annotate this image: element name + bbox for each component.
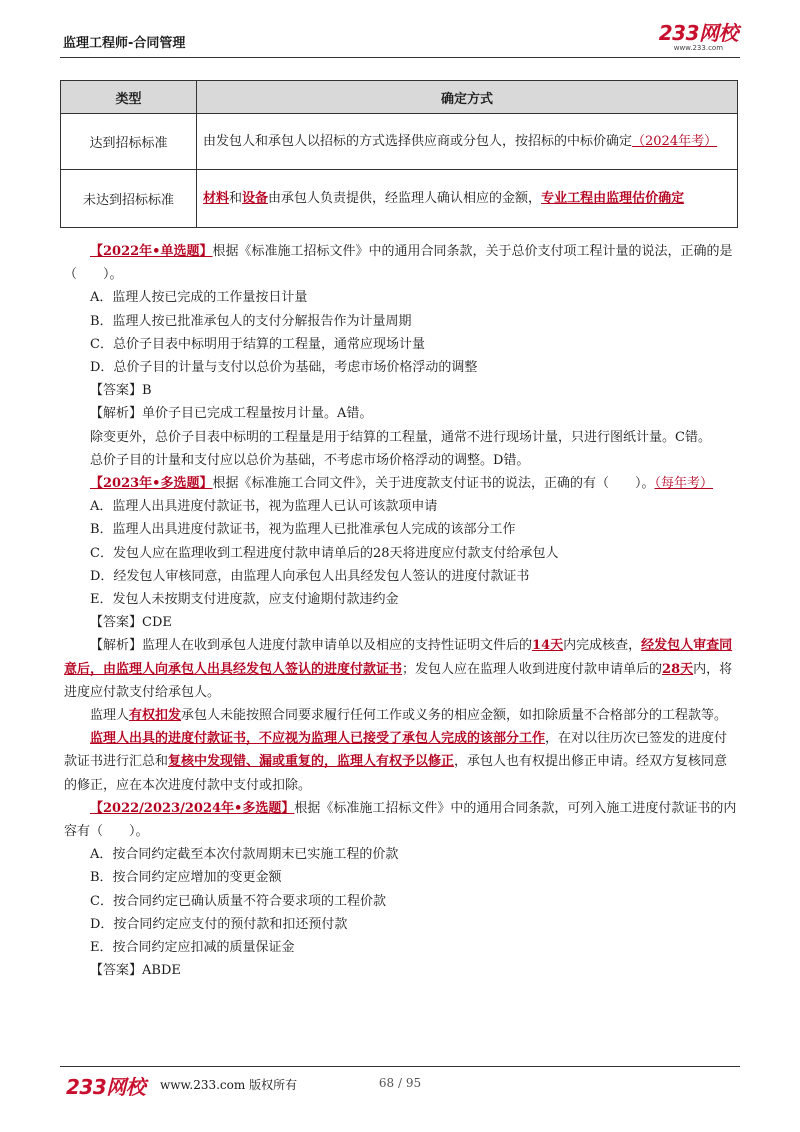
highlight-certificate: 经发包人审查同意后，由监理人向承包人出具经发包人签认的进度付款证书 bbox=[64, 638, 733, 677]
desc-text: 和 bbox=[229, 190, 243, 206]
logo-text: 233网校 bbox=[658, 21, 738, 45]
footer-logo: 233网校 bbox=[66, 1075, 146, 1099]
option-b: B．按合同约定应增加的变更金额 bbox=[90, 870, 282, 886]
analysis-paragraph: 总价子目的计量和支付应以总价为基础，不考虑市场价格浮动的调整。D错。 bbox=[90, 452, 530, 468]
option-c: C．发包人应在监理收到工程进度付款申请单后的28天将进度应付款支付给承包人 bbox=[90, 545, 559, 561]
desc-text: 由发包人和承包人以招标的方式选择供应商或分包人，按招标的中标价确定 bbox=[203, 133, 633, 149]
analysis-paragraph bbox=[64, 727, 740, 797]
analysis-text: 单价子目已完成工程量按月计量。A错。 bbox=[142, 406, 373, 422]
highlight-professional: 专业工程由监理估价确定 bbox=[541, 190, 685, 206]
comparison-table bbox=[60, 80, 738, 228]
question-stem bbox=[64, 797, 740, 843]
question-tag: 【2023年•多选题】 bbox=[90, 476, 213, 492]
stem-text: 根据《标准施工合同文件》，关于进度款支付证书的说法，正确的有（ ）。 bbox=[212, 476, 655, 492]
highlight-not-accepted: 监理人出具的进度付款证书，不应视为监理人已接受了承包人完成的该部分工作 bbox=[90, 731, 546, 747]
option-b: B．监理人按已批准承包人的支付分解报告作为计量周期 bbox=[90, 313, 412, 329]
analysis-label: 【解析】 bbox=[90, 638, 143, 654]
analysis-text: ，承包人也有权提出修正申请。经双方复核同意的修正，应在本次进度付款中支付或扣除。 bbox=[64, 754, 728, 793]
answer: 【答案】ABDE bbox=[90, 963, 181, 979]
answer: 【答案】B bbox=[90, 383, 152, 399]
logo-url: www.233.com bbox=[673, 44, 724, 52]
header-divider bbox=[60, 57, 740, 58]
analysis-text: 监理人在收到承包人进度付款申请单以及相应的支持性证明文件后的 bbox=[142, 638, 533, 654]
analysis-paragraph: 除变更外，总价子目表中标明的工程量是用于结算的工程量，通常不进行现场计量，只进行图纸计量。C错。 bbox=[90, 429, 711, 445]
option-b: B．监理人出具进度付款证书，视为监理人已批准承包人完成的该部分工作 bbox=[90, 522, 516, 538]
highlight-withhold: 有权扣发 bbox=[129, 708, 182, 724]
option-d: D．按合同约定应支付的预付款和扣还预付款 bbox=[90, 916, 348, 932]
option-c: C．按合同约定已确认质量不符合要求项的工程价款 bbox=[90, 893, 386, 909]
brand-logo bbox=[659, 22, 738, 52]
highlight-14days: 14天 bbox=[532, 638, 564, 654]
answer: 【答案】CDE bbox=[90, 615, 172, 631]
page-number: 68 / 95 bbox=[378, 1076, 422, 1090]
exam-frequency-note: （每年考） bbox=[654, 476, 714, 492]
footer-copyright: www.233.com 版权所有 bbox=[160, 1078, 298, 1092]
question-content bbox=[64, 240, 740, 983]
exam-year-note: （2024年考） bbox=[632, 133, 718, 149]
analysis bbox=[64, 402, 740, 425]
row-desc-cell bbox=[197, 170, 738, 228]
stem-text: 根据《标准施工招标文件》中的通用合同条款，关于总价支付项工程计量的说法，正确的是（ ）。 bbox=[64, 244, 733, 283]
table-row bbox=[61, 170, 738, 228]
table-header-row bbox=[61, 81, 738, 114]
analysis-paragraph bbox=[64, 704, 740, 727]
question-tag: 【2022/2023/2024年•多选题】 bbox=[90, 800, 295, 816]
question-tag: 【2022年•单选题】 bbox=[90, 244, 213, 259]
header-cell-type: 类型 bbox=[61, 81, 197, 114]
analysis bbox=[64, 634, 740, 704]
option-d: D．经发包人审核同意，由监理人向承包人出具经发包人签认的进度付款证书 bbox=[90, 568, 530, 584]
highlight-28days: 28天 bbox=[662, 661, 694, 677]
analysis-label: 【解析】 bbox=[90, 406, 143, 422]
analysis-text: 监理人 bbox=[90, 708, 130, 724]
highlight-materials: 材料 bbox=[203, 190, 230, 206]
option-a: A．监理人按已完成的工作量按日计量 bbox=[90, 290, 308, 306]
analysis-text: 内，将进度应付款支付给承包人。 bbox=[64, 661, 733, 700]
analysis-text: ，在对以往历次已签发的进度付款证书进行汇总和 bbox=[64, 731, 728, 770]
header-cell-method: 确定方式 bbox=[197, 81, 738, 114]
option-a: A．监理人出具进度付款证书，视为监理人已认可该款项申请 bbox=[90, 499, 438, 515]
option-e: E．发包人未按期支付进度款，应支付逾期付款违约金 bbox=[90, 592, 399, 608]
question-stem bbox=[64, 240, 740, 286]
highlight-correction: 复核中发现错、漏或重复的，监理人有权予以修正 bbox=[168, 754, 455, 770]
option-c: C．总价子目表中标明用于结算的工程量，通常应现场计量 bbox=[90, 336, 425, 352]
row-type-cell: 未达到招标标准 bbox=[61, 170, 197, 228]
question-stem bbox=[64, 472, 740, 495]
footer-divider bbox=[60, 1066, 740, 1067]
table-row bbox=[61, 114, 738, 170]
analysis-text: 承包人未能按照合同要求履行任何工作或义务的相应金额，如扣除质量不合格部分的工程款等。 bbox=[181, 708, 728, 724]
row-desc-cell bbox=[197, 114, 738, 170]
option-a: A．按合同约定截至本次付款周期末已实施工程的价款 bbox=[90, 847, 399, 863]
option-e: E．按合同约定应扣减的质量保证金 bbox=[90, 940, 295, 956]
analysis-text: 内完成核查， bbox=[563, 638, 642, 654]
desc-text: 由承包人负责提供，经监理人确认相应的金额， bbox=[268, 190, 542, 206]
stem-text: 根据《标准施工招标文件》中的通用合同条款，可列入施工进度付款证书的内容有（ ）。 bbox=[64, 800, 737, 840]
header-title: 监理工程师-合同管理 bbox=[63, 36, 186, 51]
row-type-cell: 达到招标标准 bbox=[61, 114, 197, 170]
highlight-equipment: 设备 bbox=[242, 190, 269, 206]
option-d: D．总价子目的计量与支付以总价为基础，考虑市场价格浮动的调整 bbox=[90, 360, 478, 376]
analysis-text: ；发包人应在监理人收到进度付款申请单后的 bbox=[402, 661, 663, 677]
